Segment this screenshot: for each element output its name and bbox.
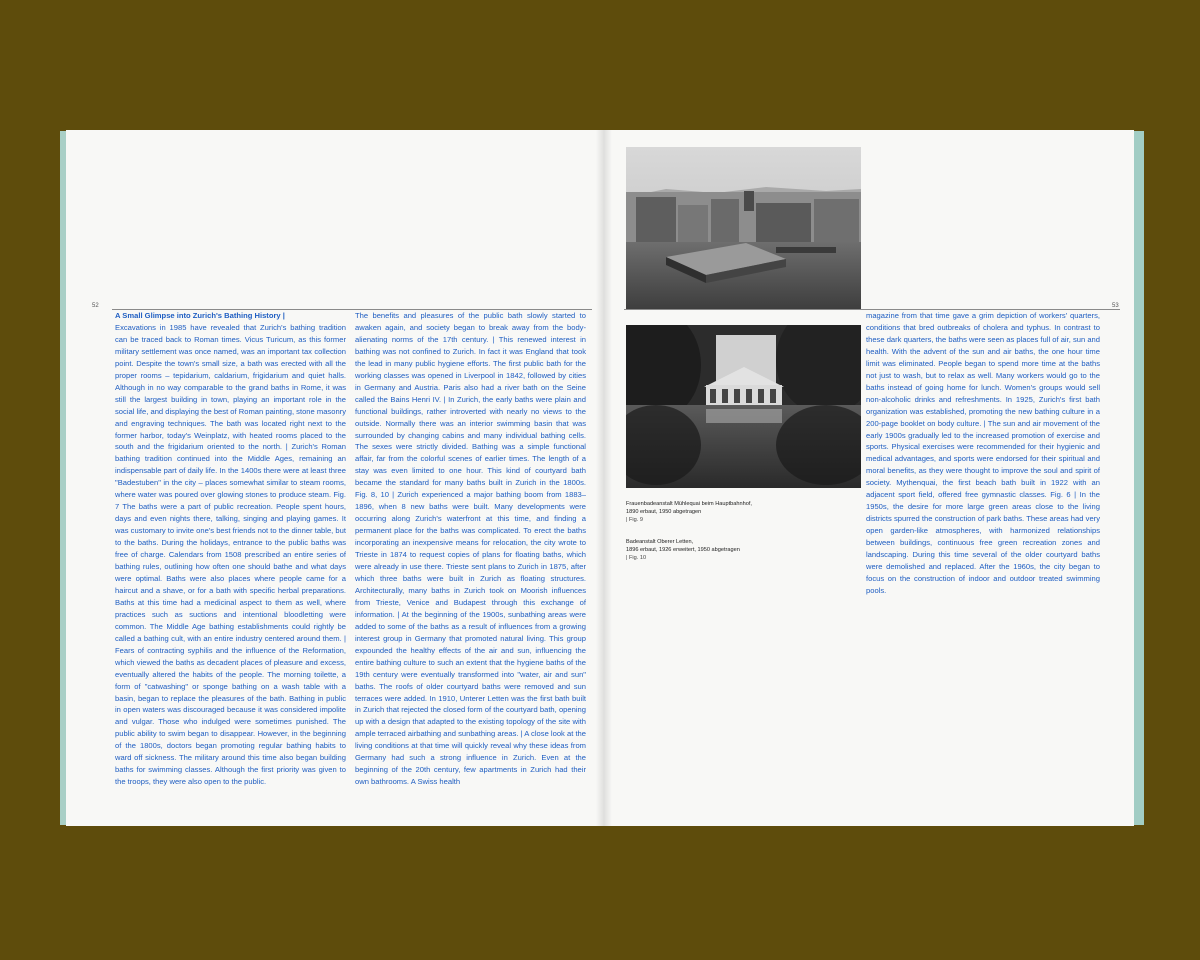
photo-frauenbadeanstalt — [626, 147, 861, 309]
text-column-1 — [115, 310, 346, 788]
caption-fig-9-line2: 1890 erbaut, 1950 abgetragen — [626, 509, 702, 515]
book-gutter — [596, 130, 612, 826]
caption-fig-9 — [626, 500, 866, 524]
text-column-3 — [866, 310, 1100, 597]
column-2-body: The benefits and pleasures of the public bath slowly started to awaken again, and society began to break away from the body-alienating norms of the 17th century. | This renewed interest in bathing was not confined to Zurich. In fact it was England that took the lead in many public hygiene efforts. The first public bath for the working classes was opened in Liverpool in 1842, followed by cities in Germany and Austria. Paris also had a river bath on the Seine called the Bains Henri IV. | In Zurich, the early baths were plain and functional buildings, rather introverted with nearly no views to the outside. Normally there was an interior swimming basin that was surrounded by changing cabins and many individual bathing cells. The sexes were strictly divided. Bathing was a simple functional affair, far from the colorful scenes of earlier times. The length of a stay was even limited to one hour. This kind of courtyard bath became the standard for many baths built in Zurich in the 1800s. Fig. 8, 10 | Zurich experienced a major bathing boom from 1883–1896, when 8 new baths were built. Many developments were occurring along Zurich's waterfront at this time, and finding a permanent place for the baths was complicated. To erect the baths incorporating an inexpensive means for relocation, the city wrote to Trieste in 1874 to request copies of plans for floating baths, which were already in use there. Trieste sent plans to Zurich in 1875, after which three baths were built in Zurich as floating structures. Architecturally, many baths in Zurich took on Moorish influences from Trieste, Venice and Budapest through this exchange of information. | At the beginning of the 1900s, sunbathing areas were added to some of the baths as a result of influences from a growing interest group in Germany that promoted natural living. This group expounded the healthy effects of the air and sun, influencing the entire bathing culture to such an extent that the hygiene baths of the 19th century were eventually transformed into "water, air and sun" baths. The roofs of older courtyard baths were removed and sun terraces were added. In 1910, Unterer Letten was the first bath built in Zurich that rejected the closed form of the courtyard bath, opening up with a design that adapted to the existing topology of the site with ample terraced airbathing and sunbathing areas. | A close look at the living conditions at that time will quickly reveal why these ideas from Germany had such a strong influence in Zurich. Even at the beginning of the 20th century, few apartments in Zurich had their own bathrooms. A Swiss health — [355, 311, 586, 787]
column-1-body: Excavations in 1985 have revealed that Zurich's bathing tradition can be traced back to Roman times. Vicus Turicum, as this former military settlement was once named, was an important tax collection point. Despite the town's small size, a bath was erected with all the proper rooms – tepidarium, caldarium, frigidarium and quiet halls. Although in no way comparable to the grand baths in Rome, it was still the largest building in town, playing an important role in the social life, and displaying the best of Roman painting, stone masonry and engraving techniques. The bath was located right next to the former harbor, today's Weinplatz, with heated rooms placed to the south and the frigidarium oriented to the north. | Zurich's Roman bathing tradition continued into the Middle Ages, remaining an indispensable part of daily life. In the 1400s there were at least three "Badestuben" in the city – places somewhat similar to steam rooms, where water was poured over glowing stones to produce steam. Fig. 7 The baths were a part of public recreation. People spent hours, days and even nights there, talking, singing and playing games. It was customary to invite one's best friends not to the dinner table, but to the baths. During the holidays, entrance to the public baths was free of charge. Calendars from 1508 prescribed an entire series of bathing rules, outlining how often one should bathe and what days were optimal. Baths were also places where people came for a haircut and a shave, or for a bath with specific herbal preparations. Baths at this time had a medicinal aspect to them as well, where practices such as suctions and intentional bloodletting were common. The Middle Age bathing establishments could rightly be called a bathing cult, with an entire industry centered around them. | Fears of contracting syphilis and the influence of the Reformation, which viewed the baths as decadent places of pleasure and excess, eventually altered the habits of the people. The morning toilette, a form of "catwashing" or sponge bathing on a wash table with a basin, began to replace the pleasures of the bath. Bathing in public in open waters was discouraged because it was considered impolite and vulgar. Those who indulged were sometimes punished. The public ability to swim began to disappear. However, in the beginning of the 1800s, doctors began promoting regular bathing habits to ward off sickness. The military around this time also began building baths for swimming classes. Although the first priority was given to the troops, they were also open to the public. — [115, 322, 346, 787]
caption-fig-9-line1: Frauenbadeanstalt Mühlequai beim Hauptbahnhof, — [626, 501, 752, 507]
page-number-left: 52 — [92, 303, 99, 309]
caption-fig-9-ref: | Fig. 9 — [626, 517, 643, 523]
section-heading: A Small Glimpse into Zurich's Bathing History | — [115, 311, 285, 320]
photo-oberer-letten — [626, 325, 861, 488]
caption-fig-10 — [626, 538, 866, 562]
caption-fig-10-line2: 1896 erbaut, 1926 erweitert, 1950 abgetragen — [626, 547, 740, 553]
column-3-body: magazine from that time gave a grim depiction of workers' quarters, conditions that bred outbreaks of cholera and typhus. In contrast to these dark quarters, the baths were seen as places full of air, sun and health. With the advent of the sun and air baths, the one hour time limit was eliminated. People began to spend more time at the baths not just to wash, but to relax as well. Many workers would go to the baths instead of going home for lunch. Women's groups would sell non-alcoholic drinks and refreshments. In 1925, Zurich's first bath organization was established, promoting the new bathing culture in a 200-page booklet on body culture. | The sun and air movement of the early 1900s gradually led to the increased promotion of exercise and sports. Physical exercises were recommended for their hygienic and medical advantages, and sports were endorsed for their spiritual and moral benefits, as they were thought to improve the soul and spirit of society. Mythenquai, the first beach bath built in 1922 with an adjacent sport field, offered free gymnastic classes. Fig. 6 | In the 1950s, the desire for more large green areas close to the living districts spurred the construction of park baths. These areas had very open garden-like atmospheres, with harmonized relationships between buildings, continuous free green recreation zones and landscaping. During this time several of the older courtyard baths were demolished and replaced. After the 1960s, the city began to focus on the construction of indoor and outdoor treated swimming pools. — [866, 311, 1100, 595]
page-number-right: 53 — [1112, 303, 1119, 309]
caption-fig-10-ref: | Fig. 10 — [626, 555, 647, 561]
caption-fig-10-line1: Badeanstalt Oberer Letten, — [626, 539, 694, 545]
text-column-2 — [355, 310, 586, 788]
